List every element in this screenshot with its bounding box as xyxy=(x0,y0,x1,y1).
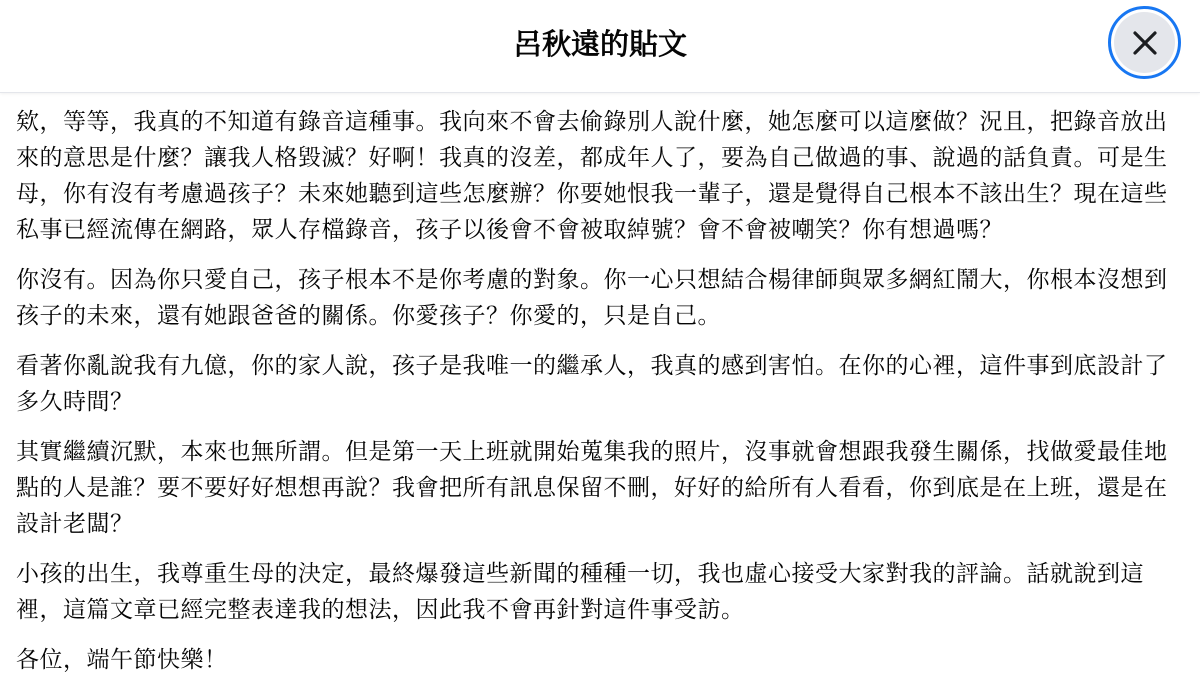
close-button[interactable] xyxy=(1108,6,1181,79)
post-paragraph: 欸，等等，我真的不知道有錄音這種事。我向來不會去偷錄別人說什麼，她怎麼可以這麼做？況且，把錄音放出來的意思是什麼？讓我人格毀滅？好啊！我真的沒差，都成年人了，要為自己做過的事、說過的話負責。可是生母，你有沒有考慮過孩子？未來她聽到這些怎麼辦？你要她恨我一輩子，還是覺得自己根本不該出生？現在這些私事已經流傳在網路，眾人存檔錄音，孩子以後會不會被取綽號？會不會被嘲笑？你有想過嗎？ xyxy=(16,109,1168,243)
post-body xyxy=(16,104,1188,692)
post-paragraph: 其實繼續沉默，本來也無所謂。但是第一天上班就開始蒐集我的照片，沒事就會想跟我發生關係，找做愛最佳地點的人是誰？要不要好好想想再說？我會把所有訊息保留不刪，好好的給所有人看看，你到底是在上班，還是在設計老闆？ xyxy=(16,439,1168,537)
post-paragraph: 小孩的出生，我尊重生母的決定，最終爆發這些新聞的種種一切，我也虛心接受大家對我的評論。話就說到這裡，這篇文章已經完整表達我的想法，因此我不會再針對這件事受訪。 xyxy=(16,561,1144,623)
post-paragraph: 你沒有。因為你只愛自己，孩子根本不是你考慮的對象。你一心只想結合楊律師與眾多網紅鬧大，你根本沒想到孩子的未來，還有她跟爸爸的關係。你愛孩子？你愛的，只是自己。 xyxy=(16,267,1168,329)
close-icon xyxy=(1132,30,1158,56)
dialog-title: 呂秋遠的貼文 xyxy=(512,27,687,61)
dialog-header xyxy=(0,0,1200,93)
post-paragraph: 看著你亂說我有九億，你的家人說，孩子是我唯一的繼承人，我真的感到害怕。在你的心裡，這件事到底設計了多久時間？ xyxy=(16,353,1168,415)
post-paragraph: 各位，端午節快樂！ xyxy=(16,647,228,673)
